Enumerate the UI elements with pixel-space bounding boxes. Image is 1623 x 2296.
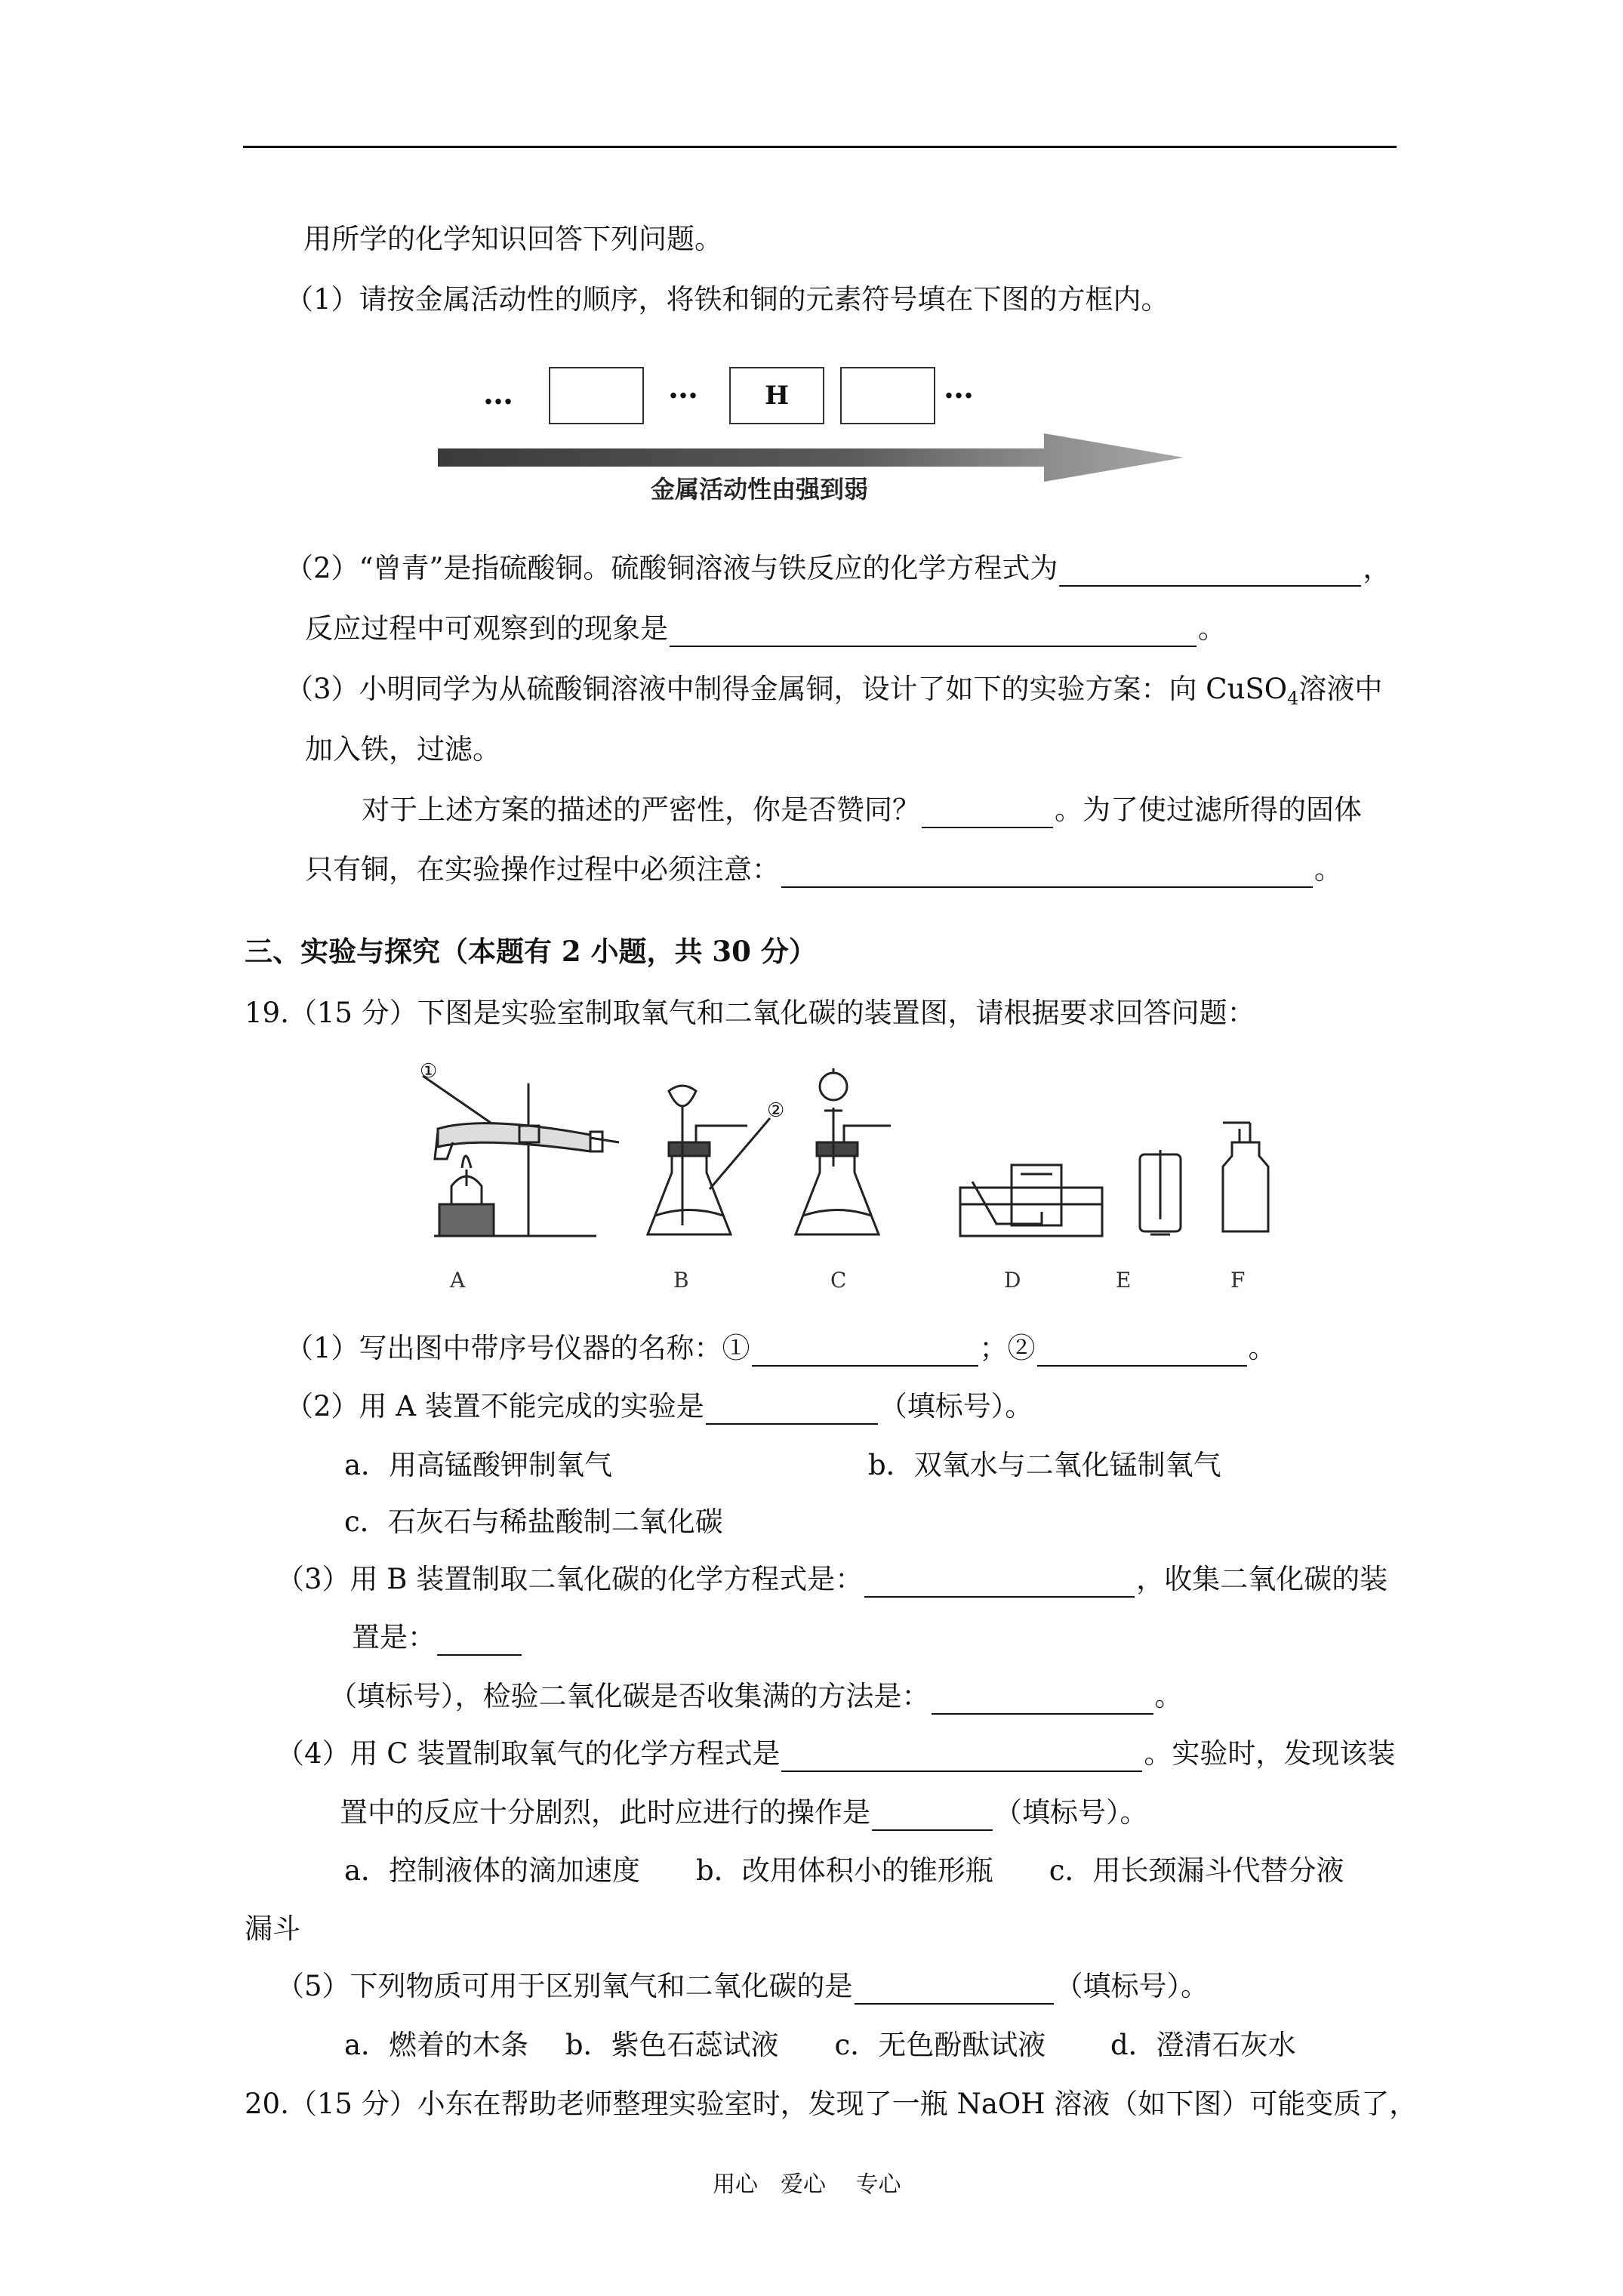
section-3-heading: 三、实验与探究（本题有 2 小题，共 30 分） — [245, 935, 817, 968]
marker-2: ② — [767, 1099, 785, 1122]
marker-1: ① — [420, 1060, 438, 1083]
q19-option-b: b．双氧水与二氧化锰制氧气 — [868, 1449, 1221, 1481]
header-rule — [243, 146, 1397, 148]
label-b: B — [673, 1268, 689, 1293]
answer-blank-o2-equation[interactable] — [781, 1742, 1142, 1772]
label-a: A — [450, 1268, 466, 1293]
apparatus-b — [648, 1086, 770, 1234]
q18-part1: （1）请按金属活动性的顺序，将铁和铜的元素符号填在下图的方框内。 — [285, 283, 1169, 316]
q19-part4-line2: 置中的反应十分剧烈，此时应进行的操作是 （填标号）。 — [340, 1795, 1148, 1831]
answer-blank-equation[interactable] — [1059, 556, 1361, 587]
ellipsis-right: … — [944, 370, 975, 405]
answer-box-2[interactable] — [840, 367, 935, 424]
answer-blank-instrument-1[interactable] — [752, 1336, 978, 1367]
q19-part2: （2）用 A 装置不能完成的实验是 （填标号）。 — [285, 1388, 1033, 1425]
intro-line: 用所学的化学知识回答下列问题。 — [303, 223, 722, 255]
q18-part3-line2: 加入铁，过滤。 — [305, 733, 500, 766]
label-e: E — [1116, 1268, 1132, 1293]
hydrogen-box: H — [729, 367, 824, 424]
answer-blank-instrument-2[interactable] — [1037, 1336, 1247, 1367]
arrow-caption: 金属活动性由强到弱 — [651, 475, 869, 504]
q19-part4-options: a．控制液体的滴加速度 b．改用体积小的锥形瓶 c．用长颈漏斗代替分液 — [344, 1854, 1344, 1887]
answer-blank-phenomenon[interactable] — [670, 617, 1196, 647]
q19-part3-line3: （填标号），检验二氧化碳是否收集满的方法是： 。 — [329, 1678, 1183, 1715]
answer-blank-agree[interactable] — [922, 798, 1053, 828]
q19-part4-options-wrap: 漏斗 — [245, 1912, 300, 1945]
apparatus-figure — [393, 1053, 1283, 1302]
answer-blank-distinguish[interactable] — [855, 1974, 1054, 2005]
q20-heading: 20.（15 分）小东在帮助老师整理实验室时，发现了一瓶 NaOH 溶液（如下图）可能变质了， — [245, 2088, 1418, 2120]
answer-blank-full-check[interactable] — [932, 1684, 1153, 1715]
q19-part5: （5）下列物质可用于区别氧气和二氧化碳的是 （填标号）。 — [276, 1968, 1209, 2005]
q19-part1: （1）写出图中带序号仪器的名称：① ；② 。 — [285, 1330, 1277, 1367]
q18-part3-line3: 对于上述方案的描述的严密性，你是否赞同？ 。为了使过滤所得的固体 — [362, 792, 1362, 828]
q18-part2-line2: 反应过程中可观察到的现象是 。 — [305, 611, 1226, 647]
q19-part3-line1: （3）用 B 装置制取二氧化碳的化学方程式是： ，收集二氧化碳的装 — [276, 1561, 1387, 1598]
answer-blank-q19-2[interactable] — [706, 1395, 878, 1425]
apparatus-d — [960, 1165, 1102, 1236]
q19-option-a: a．用高锰酸钾制氧气 — [344, 1449, 613, 1481]
page-footer: 用心 爱心 专心 — [713, 2171, 901, 2198]
apparatus-f — [1223, 1123, 1268, 1231]
label-c: C — [830, 1268, 847, 1293]
ellipsis-mid: … — [668, 370, 700, 405]
answer-box-1[interactable] — [549, 367, 644, 424]
answer-blank-operation[interactable] — [872, 1801, 993, 1831]
answer-blank-notice[interactable] — [781, 858, 1313, 888]
ellipsis-left: … — [483, 376, 515, 411]
q18-part3-line1: （3）小明同学为从硫酸铜溶液中制得金属铜，设计了如下的实验方案：向 CuSO$_4$溶液中 — [285, 673, 1383, 709]
apparatus-c — [796, 1068, 891, 1234]
q19-part3-line2: 置是： — [352, 1620, 523, 1656]
q18-part3-line4: 只有铜，在实验操作过程中必须注意： 。 — [305, 852, 1342, 888]
answer-blank-collection[interactable] — [437, 1626, 522, 1656]
q19-part5-options: a．燃着的木条 b．紫色石蕊试液 c．无色酚酞试液 d．澄清石灰水 — [344, 2029, 1296, 2061]
label-f: F — [1230, 1268, 1246, 1293]
answer-blank-co2-equation[interactable] — [864, 1567, 1135, 1598]
q19-option-c: c．石灰石与稀盐酸制二氧化碳 — [344, 1505, 723, 1538]
q18-part2-line1: （2）“曾青”是指硫酸铜。硫酸铜溶液与铁反应的化学方程式为 ， — [285, 550, 1390, 587]
apparatus-a — [423, 1076, 619, 1236]
label-d: D — [1004, 1268, 1021, 1293]
apparatus-e — [1140, 1150, 1181, 1234]
q19-part4-line1: （4）用 C 装置制取氧气的化学方程式是 。实验时，发现该装 — [276, 1736, 1395, 1772]
q19-heading: 19.（15 分）下图是实验室制取氧气和二氧化碳的装置图，请根据要求回答问题： — [245, 997, 1255, 1029]
